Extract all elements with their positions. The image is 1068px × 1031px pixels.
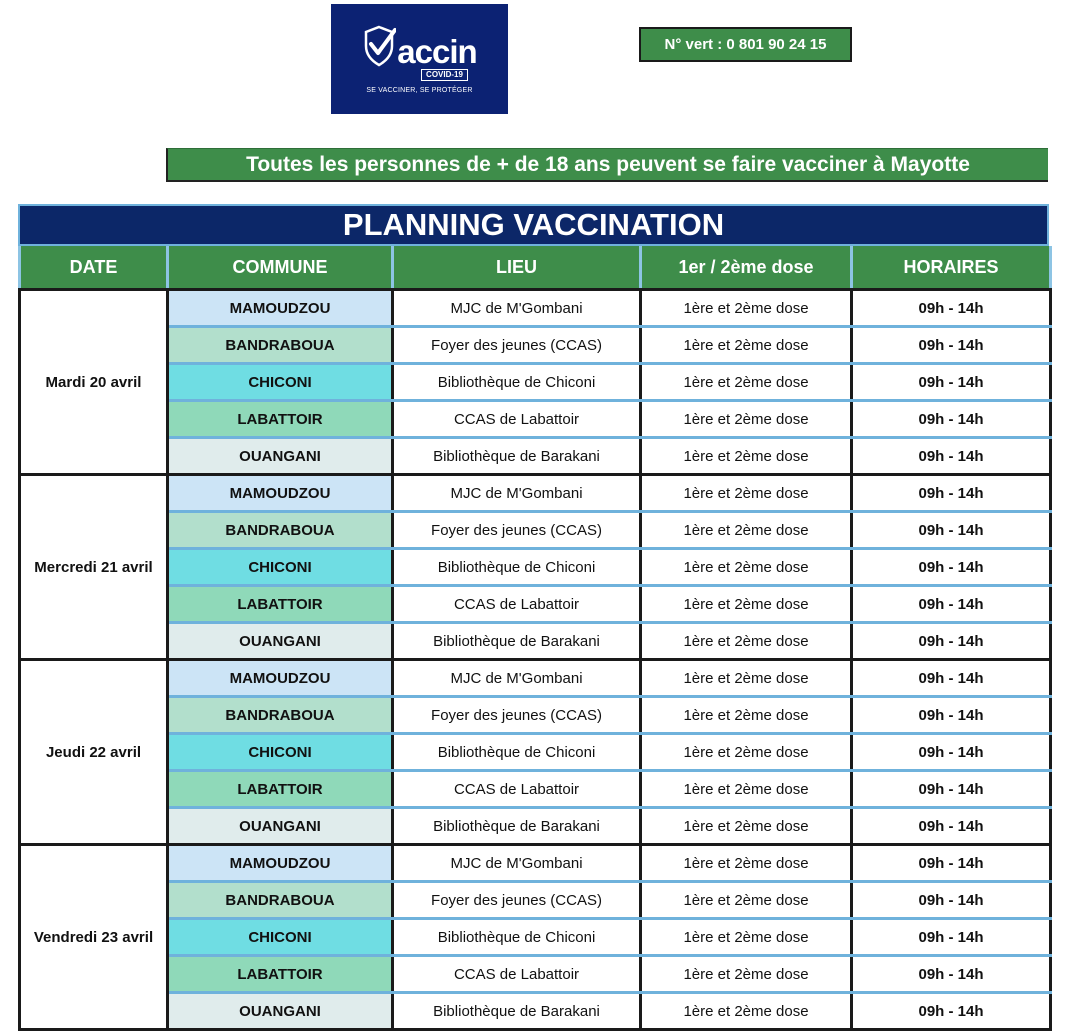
- horaire-cell: 09h - 14h: [852, 919, 1051, 956]
- lieu-cell: CCAS de Labattoir: [393, 956, 641, 993]
- lieu-cell: Bibliothèque de Barakani: [393, 623, 641, 660]
- dose-cell: 1ère et 2ème dose: [641, 438, 852, 475]
- commune-cell: CHICONI: [168, 364, 393, 401]
- dose-cell: 1ère et 2ème dose: [641, 808, 852, 845]
- table-row: [20, 697, 1051, 734]
- lieu-cell: Foyer des jeunes (CCAS): [393, 697, 641, 734]
- commune-cell: LABATTOIR: [168, 771, 393, 808]
- commune-cell: BANDRABOUA: [168, 697, 393, 734]
- planning-table: [18, 246, 1052, 1031]
- lieu-cell: Bibliothèque de Barakani: [393, 808, 641, 845]
- dose-cell: 1ère et 2ème dose: [641, 512, 852, 549]
- horaire-cell: 09h - 14h: [852, 586, 1051, 623]
- table-row: [20, 623, 1051, 660]
- header-dose: 1er / 2ème dose: [641, 246, 852, 290]
- table-row: [20, 734, 1051, 771]
- commune-cell: BANDRABOUA: [168, 512, 393, 549]
- commune-cell: CHICONI: [168, 919, 393, 956]
- commune-cell: MAMOUDZOU: [168, 475, 393, 512]
- date-cell: Jeudi 22 avril: [20, 660, 168, 845]
- header-date: DATE: [20, 246, 168, 290]
- lieu-cell: Bibliothèque de Barakani: [393, 438, 641, 475]
- dose-cell: 1ère et 2ème dose: [641, 401, 852, 438]
- horaire-cell: 09h - 14h: [852, 549, 1051, 586]
- horaire-cell: 09h - 14h: [852, 290, 1051, 327]
- dose-cell: 1ère et 2ème dose: [641, 549, 852, 586]
- table-row: [20, 919, 1051, 956]
- table-row: [20, 845, 1051, 882]
- lieu-cell: CCAS de Labattoir: [393, 771, 641, 808]
- lieu-cell: Bibliothèque de Chiconi: [393, 734, 641, 771]
- horaire-cell: 09h - 14h: [852, 401, 1051, 438]
- lieu-cell: MJC de M'Gombani: [393, 845, 641, 882]
- commune-cell: BANDRABOUA: [168, 327, 393, 364]
- table-row: [20, 364, 1051, 401]
- dose-cell: 1ère et 2ème dose: [641, 956, 852, 993]
- commune-cell: LABATTOIR: [168, 401, 393, 438]
- table-row: [20, 438, 1051, 475]
- header-horaires: HORAIRES: [852, 246, 1051, 290]
- table-row: [20, 808, 1051, 845]
- commune-cell: OUANGANI: [168, 438, 393, 475]
- header-commune: COMMUNE: [168, 246, 393, 290]
- lieu-cell: Foyer des jeunes (CCAS): [393, 327, 641, 364]
- lieu-cell: Foyer des jeunes (CCAS): [393, 512, 641, 549]
- commune-cell: MAMOUDZOU: [168, 660, 393, 697]
- table-row: [20, 586, 1051, 623]
- lieu-cell: Bibliothèque de Chiconi: [393, 919, 641, 956]
- logo-sub: COVID-19: [421, 69, 468, 81]
- commune-cell: CHICONI: [168, 734, 393, 771]
- lieu-cell: CCAS de Labattoir: [393, 401, 641, 438]
- dose-cell: 1ère et 2ème dose: [641, 882, 852, 919]
- lieu-cell: Bibliothèque de Barakani: [393, 993, 641, 1030]
- horaire-cell: 09h - 14h: [852, 327, 1051, 364]
- commune-cell: OUANGANI: [168, 993, 393, 1030]
- horaire-cell: 09h - 14h: [852, 956, 1051, 993]
- table-row: [20, 660, 1051, 697]
- dose-cell: 1ère et 2ème dose: [641, 845, 852, 882]
- table-row: [20, 401, 1051, 438]
- logo-word: accin: [397, 33, 477, 70]
- dose-cell: 1ère et 2ème dose: [641, 623, 852, 660]
- dose-cell: 1ère et 2ème dose: [641, 364, 852, 401]
- horaire-cell: 09h - 14h: [852, 623, 1051, 660]
- lieu-cell: CCAS de Labattoir: [393, 586, 641, 623]
- horaire-cell: 09h - 14h: [852, 512, 1051, 549]
- vaccin-logo: [331, 4, 508, 114]
- lieu-cell: Bibliothèque de Chiconi: [393, 549, 641, 586]
- table-row: [20, 512, 1051, 549]
- lieu-cell: Bibliothèque de Chiconi: [393, 364, 641, 401]
- commune-cell: OUANGANI: [168, 808, 393, 845]
- table-row: [20, 549, 1051, 586]
- dose-cell: 1ère et 2ème dose: [641, 475, 852, 512]
- commune-cell: LABATTOIR: [168, 956, 393, 993]
- commune-cell: OUANGANI: [168, 623, 393, 660]
- commune-cell: BANDRABOUA: [168, 882, 393, 919]
- dose-cell: 1ère et 2ème dose: [641, 734, 852, 771]
- table-row: [20, 771, 1051, 808]
- dose-cell: 1ère et 2ème dose: [641, 993, 852, 1030]
- table-row: [20, 290, 1051, 327]
- commune-cell: LABATTOIR: [168, 586, 393, 623]
- dose-cell: 1ère et 2ème dose: [641, 919, 852, 956]
- commune-cell: MAMOUDZOU: [168, 845, 393, 882]
- shield-check-icon: [362, 24, 396, 68]
- horaire-cell: 09h - 14h: [852, 475, 1051, 512]
- lieu-cell: Foyer des jeunes (CCAS): [393, 882, 641, 919]
- date-cell: Mardi 20 avril: [20, 290, 168, 475]
- table-header-row: [20, 246, 1051, 290]
- horaire-cell: 09h - 14h: [852, 660, 1051, 697]
- horaire-cell: 09h - 14h: [852, 771, 1051, 808]
- header-lieu: LIEU: [393, 246, 641, 290]
- dose-cell: 1ère et 2ème dose: [641, 290, 852, 327]
- horaire-cell: 09h - 14h: [852, 845, 1051, 882]
- date-cell: Mercredi 21 avril: [20, 475, 168, 660]
- table-body: [20, 290, 1051, 1030]
- horaire-cell: 09h - 14h: [852, 697, 1051, 734]
- lieu-cell: MJC de M'Gombani: [393, 660, 641, 697]
- table-row: [20, 993, 1051, 1030]
- horaire-cell: 09h - 14h: [852, 882, 1051, 919]
- table-row: [20, 327, 1051, 364]
- table-row: [20, 956, 1051, 993]
- hotline-box: N° vert : 0 801 90 24 15: [639, 27, 852, 62]
- commune-cell: CHICONI: [168, 549, 393, 586]
- table-row: [20, 882, 1051, 919]
- logo-tagline: SE VACCINER, SE PROTÉGER: [366, 87, 473, 94]
- lieu-cell: MJC de M'Gombani: [393, 290, 641, 327]
- dose-cell: 1ère et 2ème dose: [641, 697, 852, 734]
- dose-cell: 1ère et 2ème dose: [641, 660, 852, 697]
- dose-cell: 1ère et 2ème dose: [641, 586, 852, 623]
- date-cell: Vendredi 23 avril: [20, 845, 168, 1030]
- commune-cell: MAMOUDZOU: [168, 290, 393, 327]
- horaire-cell: 09h - 14h: [852, 438, 1051, 475]
- dose-cell: 1ère et 2ème dose: [641, 327, 852, 364]
- page-title: PLANNING VACCINATION: [18, 204, 1049, 246]
- lieu-cell: MJC de M'Gombani: [393, 475, 641, 512]
- eligibility-banner: Toutes les personnes de + de 18 ans peuvent se faire vacciner à Mayotte: [166, 148, 1048, 182]
- horaire-cell: 09h - 14h: [852, 993, 1051, 1030]
- horaire-cell: 09h - 14h: [852, 734, 1051, 771]
- dose-cell: 1ère et 2ème dose: [641, 771, 852, 808]
- table-row: [20, 475, 1051, 512]
- horaire-cell: 09h - 14h: [852, 364, 1051, 401]
- horaire-cell: 09h - 14h: [852, 808, 1051, 845]
